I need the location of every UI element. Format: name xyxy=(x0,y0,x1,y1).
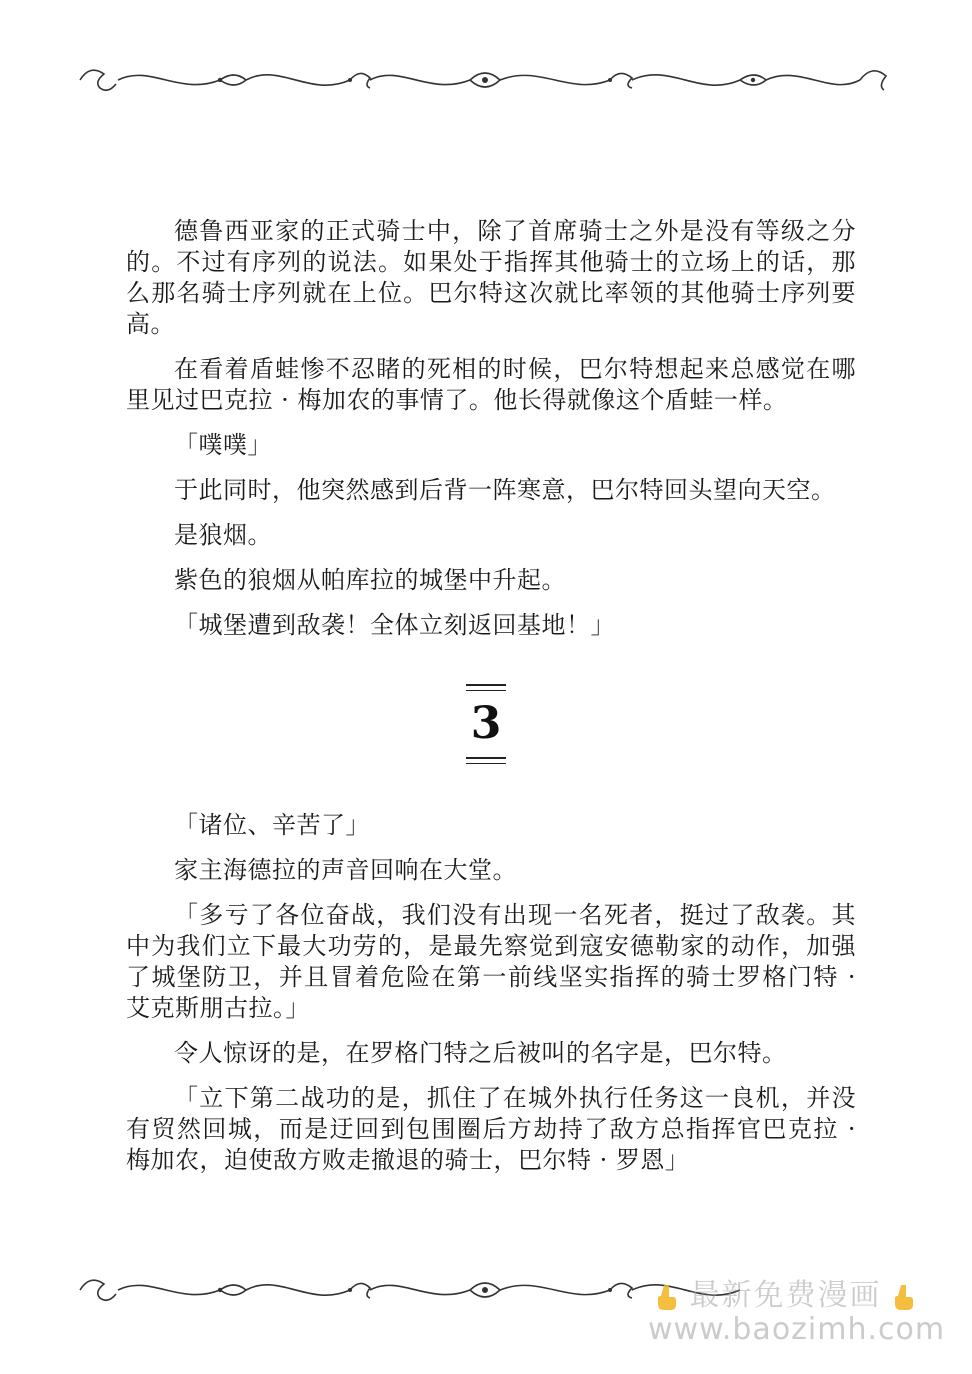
watermark xyxy=(640,1264,950,1354)
paragraph: 紫色的狼烟从帕库拉的城堡中升起。 xyxy=(174,566,566,594)
chapter-rule-top xyxy=(466,684,506,691)
top-floral-border-icon xyxy=(70,58,900,102)
paragraph: 「立下第二战功的是，抓住了在城外执行任务这一良机，并没有贸然回城，而是迂回到包围圈后方劫持了敌方总指挥官巴克拉 · 梅加农，迫使敌方败走撤退的骑士，巴尔特 · 罗恩」 xyxy=(126,1084,856,1174)
paragraph: 「多亏了各位奋战，我们没有出现一名死者，挺过了敌袭。其中为我们立下最大功劳的，是最先察觉到寇安德勒家的动作，加强了城堡防卫，并且冒着危险在第一前线坚实指挥的骑士罗格门特 · 艾克斯朋古拉。」 xyxy=(126,901,856,1022)
paragraph: 「诸位、辛苦了」 xyxy=(174,811,370,839)
paragraph: 在看着盾蛙惨不忍睹的死相的时候，巴尔特想起来总感觉在哪里见过巴克拉 · 梅加农的事情了。他长得就像这个盾蛙一样。 xyxy=(126,355,856,414)
paragraph: 「城堡遭到敌袭！全体立刻返回基地！」 xyxy=(174,611,615,639)
paragraph: 令人惊讶的是，在罗格门特之后被叫的名字是，巴尔特。 xyxy=(174,1039,787,1067)
watermark-url: www.baozimh.com xyxy=(648,1312,946,1347)
chapter-heading xyxy=(436,684,536,774)
paragraph: 「噗噗」 xyxy=(174,431,272,459)
paragraph: 德鲁西亚家的正式骑士中，除了首席骑士之外是没有等级之分的。不过有序列的说法。如果处于指挥其他骑士的立场上的话，那么那名骑士序列就在上位。巴尔特这次就比率领的其他骑士序列要高。 xyxy=(126,217,856,338)
watermark-line1: 最新免费漫画 xyxy=(689,1278,882,1313)
text-block-top xyxy=(126,216,856,655)
paragraph: 家主海德拉的声音回响在大堂。 xyxy=(174,856,517,884)
pointing-finger-icon xyxy=(893,1283,915,1311)
chapter-rule-bottom xyxy=(466,757,506,764)
paragraph: 于此同时，他突然感到后背一阵寒意，巴尔特回头望向天空。 xyxy=(174,476,836,504)
chapter-number: 3 xyxy=(470,698,502,749)
watermark-title xyxy=(656,1270,915,1314)
text-block-bottom xyxy=(126,810,856,1190)
paragraph: 是狼烟。 xyxy=(174,521,272,549)
pointing-finger-icon xyxy=(656,1283,678,1311)
